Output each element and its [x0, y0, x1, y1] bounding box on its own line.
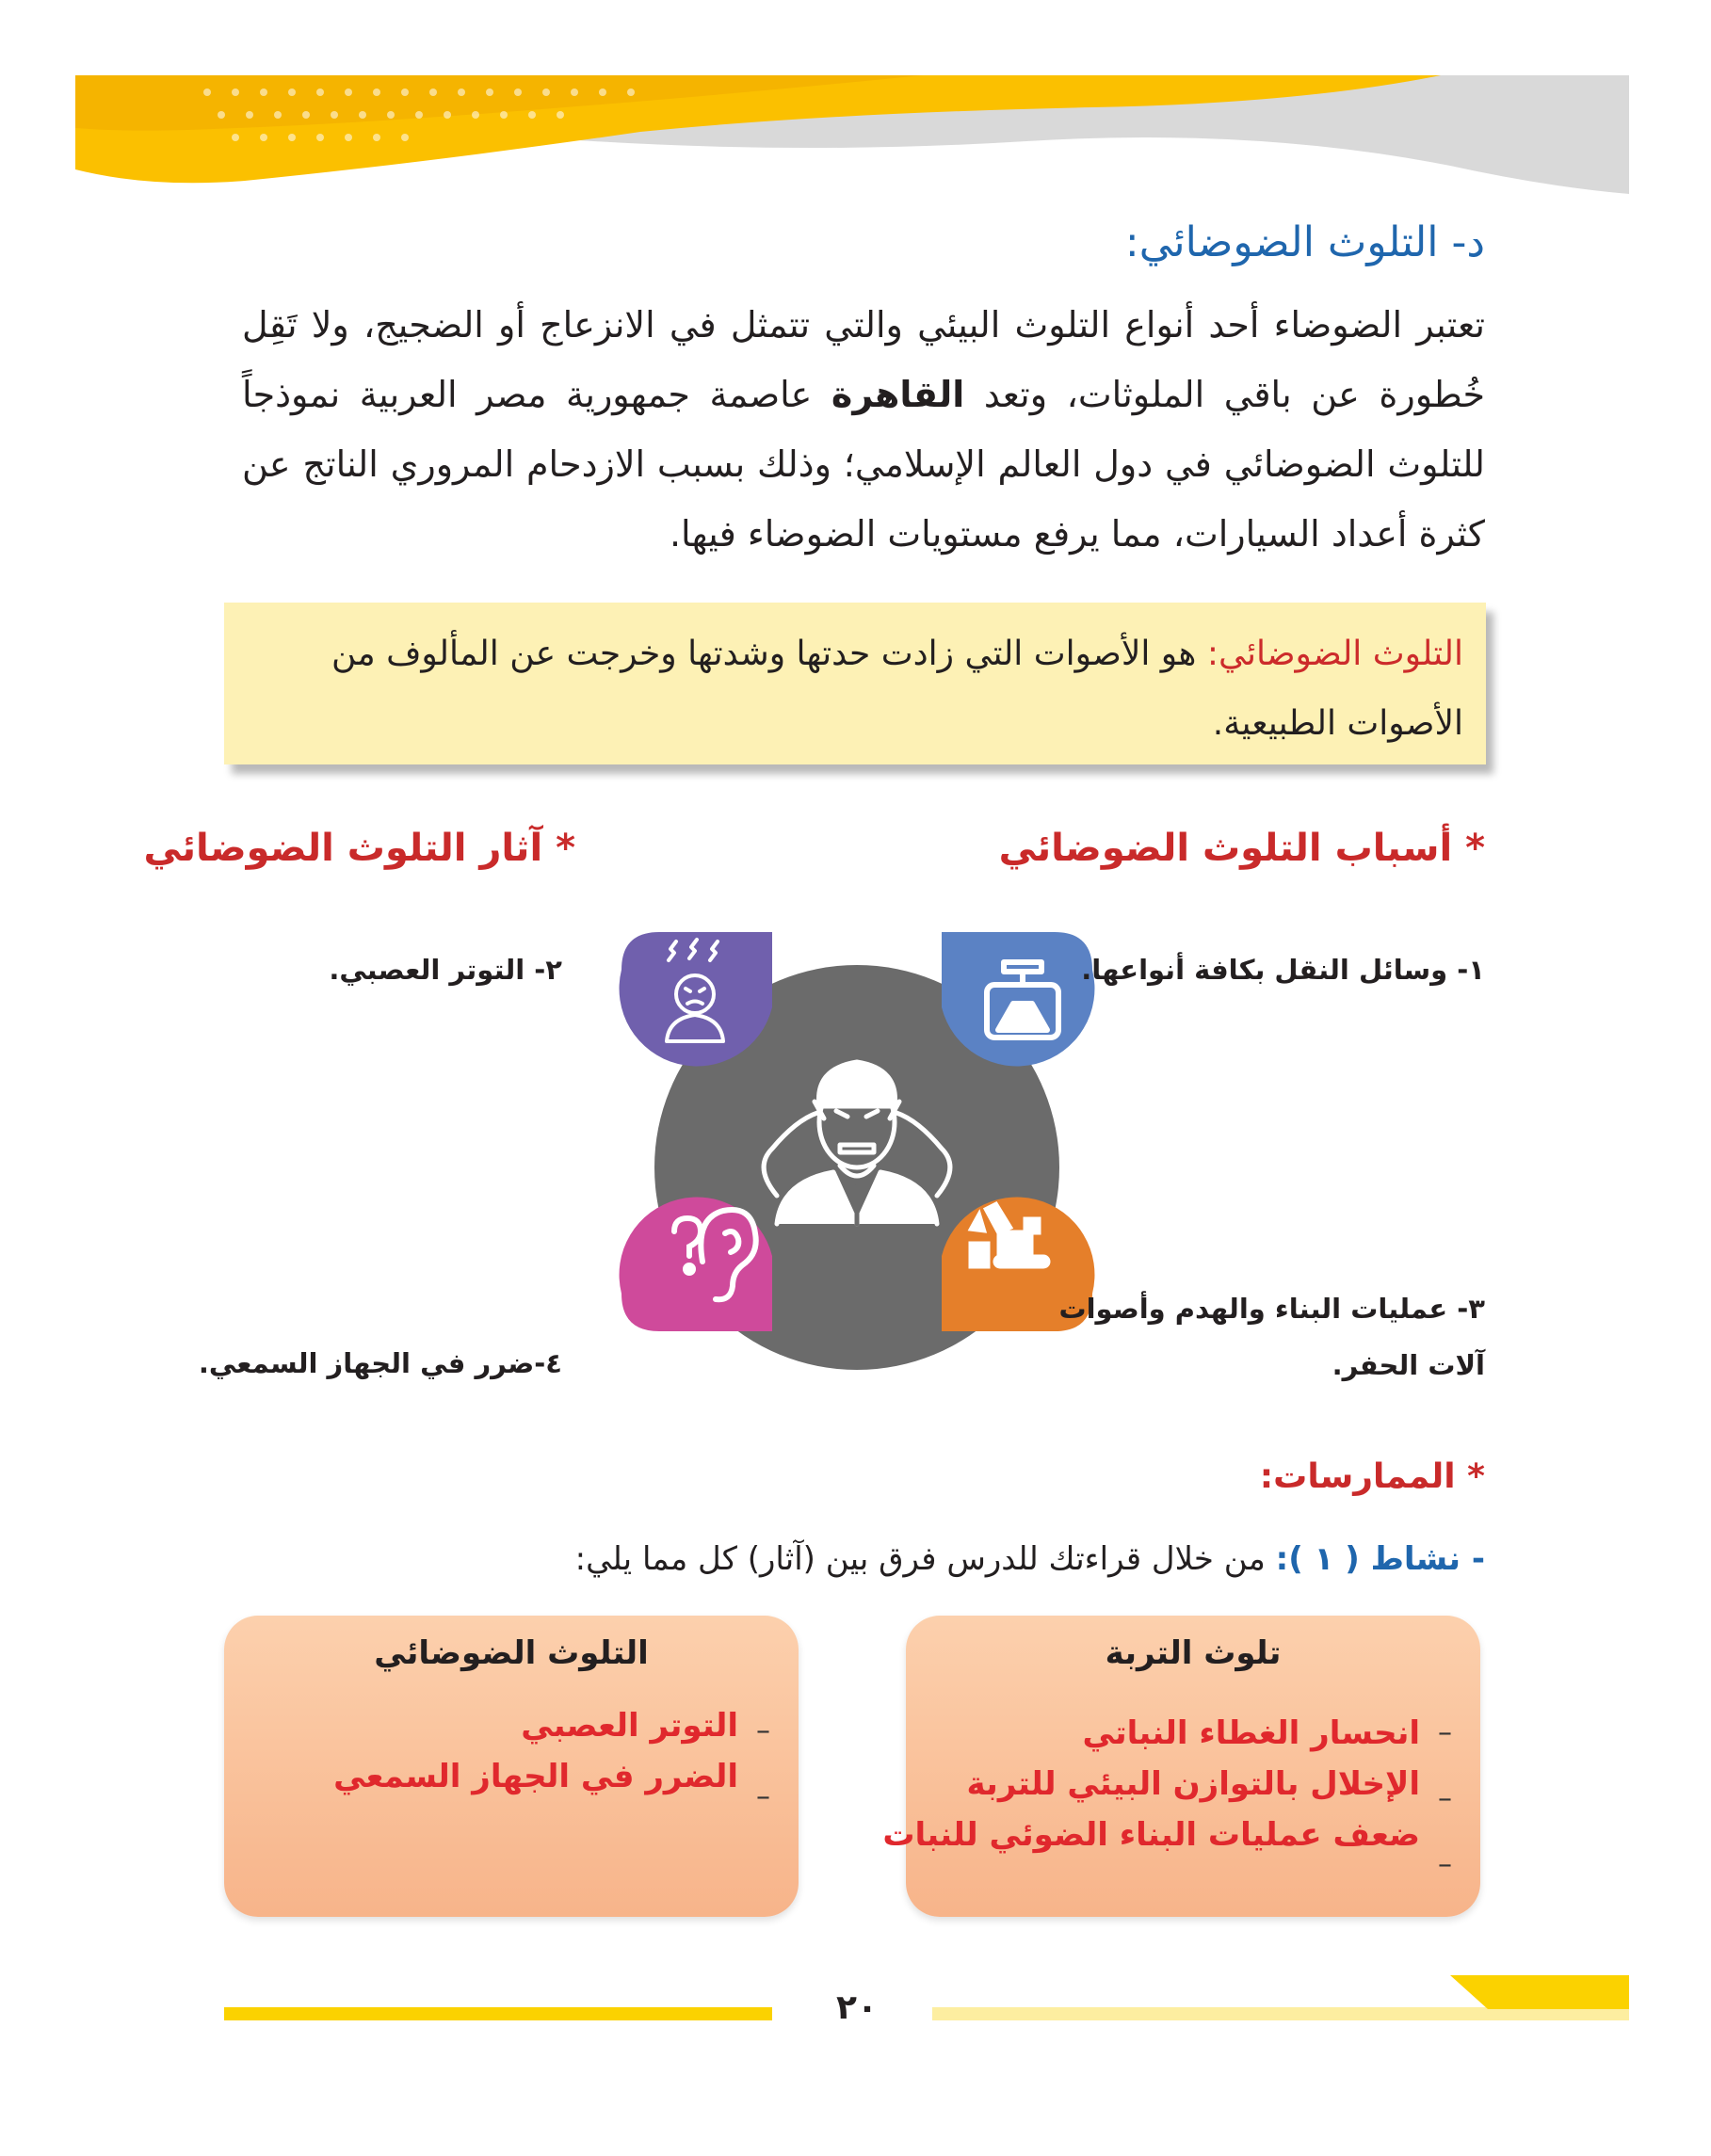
effect-2-label: ٢- التوتر العصبي.	[329, 954, 562, 986]
definition-term: التلوث الضوضائي:	[1206, 635, 1463, 673]
footer-bar-right	[932, 2007, 1629, 2020]
cause-3-line1: ٣- عمليات البناء والهدم وأصوات	[1058, 1293, 1485, 1325]
dash: –	[756, 1780, 770, 1813]
effect-4-label: ٤-ضرر في الجهاز السمعي.	[198, 1347, 562, 1379]
dash: –	[1438, 1782, 1452, 1815]
intro-bold-city: القاهرة	[831, 374, 965, 415]
soil-answer-3: ضعف عمليات البناء الضوئي للنبات	[882, 1816, 1420, 1854]
intro-paragraph	[242, 290, 1485, 569]
definition-body: هو الأصوات التي زادت حدتها وشدتها وخرجت عن المألوف من الأصوات الطبيعية.	[331, 635, 1463, 743]
cause-3-line2: آلات الحفر.	[1332, 1349, 1485, 1381]
activity-number: نشاط ( ١ ):	[1275, 1540, 1461, 1578]
activity-text: من خلال قراءتك للدرس فرق بين (آثار) كل مما يلي:	[574, 1540, 1276, 1578]
soil-card-answers	[882, 1708, 1420, 1860]
intro-text-part1: تعتبر الضوضاء أحد أنواع التلوث البيئي والتي تتمثل في الانزعاج أو الضجيج، ولا تَقِل خُطورة عن باقي الملوثات، وتعد	[242, 304, 1485, 415]
causes-heading: * أسباب التلوث الضوضائي	[998, 827, 1485, 870]
activity-dash: -	[1461, 1540, 1485, 1578]
dash: –	[1438, 1848, 1452, 1881]
page-number: ٢٠	[836, 1988, 878, 2027]
activity-instruction	[575, 1540, 1485, 1578]
cause-3-label	[1058, 1280, 1485, 1393]
noise-card-title: التلوث الضوضائي	[374, 1634, 649, 1672]
footer-bar-left	[224, 2007, 772, 2020]
noise-answer-1: التوتر العصبي	[521, 1707, 738, 1745]
activity-label	[1276, 1540, 1485, 1578]
soil-card-title: تلوث التربة	[1105, 1634, 1282, 1672]
cause-1-label: ١- وسائل النقل بكافة أنواعها.	[1081, 954, 1485, 986]
header-decorative-band	[75, 75, 1629, 207]
effects-heading: * آثار التلوث الضوضائي	[143, 827, 575, 870]
soil-answer-1: انحسار الغطاء النباتي	[1082, 1714, 1420, 1752]
section-title: د- التلوث الضوضائي:	[1124, 218, 1485, 266]
noise-diagram	[584, 913, 1130, 1431]
noise-answer-2: الضرر في الجهاز السمعي	[333, 1758, 738, 1795]
dash: –	[1438, 1716, 1452, 1749]
noise-card-dashes	[756, 1698, 770, 1830]
noise-card-answers	[333, 1700, 738, 1802]
soil-card-dashes	[1438, 1700, 1452, 1898]
noise-pollution-card	[224, 1616, 799, 1917]
definition-box	[224, 603, 1486, 764]
practices-heading: * الممارسات:	[1259, 1457, 1485, 1496]
soil-answer-2: الإخلال بالتوازن البيئي للتربة	[966, 1765, 1420, 1803]
definition-text	[247, 619, 1463, 759]
soil-pollution-card	[882, 1616, 1480, 1917]
intro-text-part2: عاصمة جمهورية مصر العربية نموذجاً للتلوث الضوضائي في دول العالم الإسلامي؛ وذلك بسبب الازدحام المروري الناتج عن كثرة أعداد السيارات، مما يرفع مستويات الضوضاء فيها.	[242, 374, 1485, 555]
dash: –	[756, 1714, 770, 1747]
footer-tab-decoration	[1450, 1975, 1629, 2009]
